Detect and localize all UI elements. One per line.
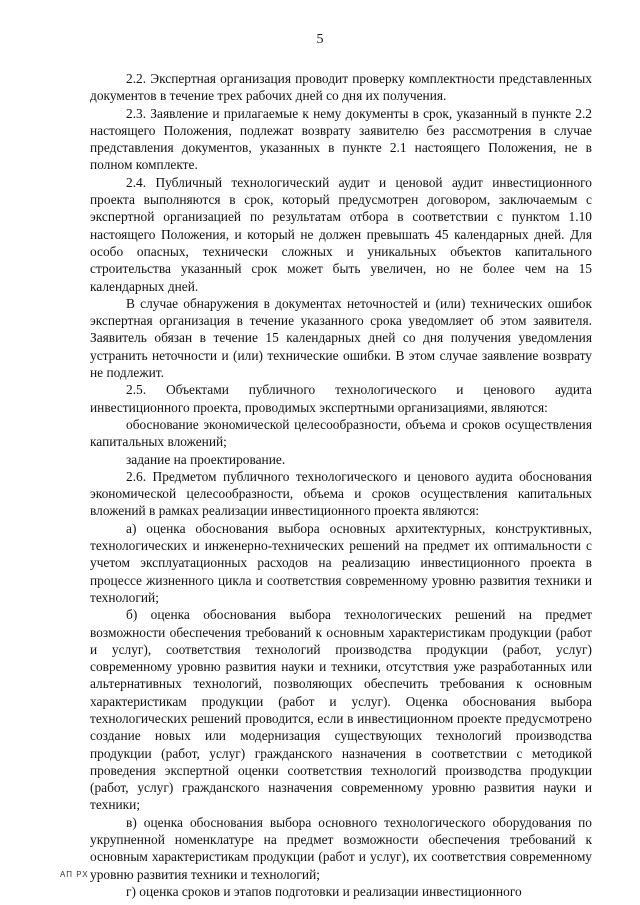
document-body — [90, 70, 592, 900]
paragraph-2-4: 2.4. Публичный технологический аудит и ценовой аудит инвестиционного проекта выполняются в срок, который предусмотрен договором, заключаемым с экспертной организацией по результатам отбора в соответствии с пунктом 1.10 настоящего Положения, и который не должен превышать 45 календарных дней. Для особо опасных, технически сложных и уникальных объектов капитального строительства указанный срок может быть увеличен, но не более чем на 15 календарных дней. — [90, 174, 592, 294]
paragraph-2-6: 2.6. Предметом публичного технологического и ценового аудита обоснования экономической целесообразности, объема и сроков осуществления капитальных вложений в рамках реализации инвестиционного проекта являются: — [90, 468, 592, 519]
footer-code: АП РХ — [60, 870, 89, 879]
list-item-v: в) оценка обоснования выбора основного технологического оборудования по укрупненной номенклатуре на предмет возможности обеспечения требований к основным характеристикам продукции (работ и услуг), их соответствия современному уровню развития техники и технологий; — [90, 814, 592, 882]
list-item-a: а) оценка обоснования выбора основных архитектурных, конструктивных, технологических и инженерно-технических решений на предмет их оптимальности с учетом эксплуатационных расходов на реализацию инвестиционного проекта в процессе жизненного цикла и соответствия современному уровню развития техники и технологий; — [90, 520, 592, 605]
list-item-g: г) оценка сроков и этапов подготовки и реализации инвестиционного — [126, 883, 522, 899]
list-item-design-task: задание на проектирование. — [126, 451, 286, 467]
page-number: 5 — [316, 32, 324, 47]
paragraph-2-5: 2.5. Объектами публичного технологического и ценового аудита инвестиционного проекта, проводимых экспертными организациями, являются: — [90, 382, 592, 415]
list-item-justification: обоснование экономической целесообразности, объема и сроков осуществления капитальных вложений; — [90, 416, 592, 450]
paragraph-2-3: 2.3. Заявление и прилагаемые к нему документы в срок, указанный в пункте 2.2 настоящего Положения, подлежат возврату заявителю без рассмотрения в случае представления документов, указанных в пункте 2.1 настоящего Положения, не в полном комплекте. — [90, 105, 592, 173]
paragraph-2-2: 2.2. Экспертная организация проводит проверку комплектности представленных документов в течение трех рабочих дней со дня их получения. — [90, 71, 592, 104]
paragraph-errors: В случае обнаружения в документах неточностей и (или) технических ошибок экспертная организация в течение указанного срока уведомляет об этом заявителя. Заявитель обязан в течение 15 календарных дней со дня получения уведомления устранить неточности и (или) технические ошибки. В этом случае заявление возврату не подлежит. — [90, 295, 592, 381]
list-item-b: б) оценка обоснования выбора технологических решений на предмет возможности обеспечения требований к основным характеристикам продукции (работ и услуг), соответствия технологий производства продукции (работ, услуг) современному уровню развития науки и техники, отсутствия уже разработанных или альтернативных технологий, позволяющих обеспечить требования к основным характеристикам продукции (работ и услуг). Оценка обоснования выбора технологических решений проводится, если в инвестиционном проекте предусмотрено создание новых или модернизация существующих технологий производства продукции (работ, услуг) гражданского назначения в соответствии с методикой проведения экспертной оценки соответствия технологий производства продукции (работ, услуг) гражданского назначения современному уровню развития науки и техники; — [90, 607, 592, 813]
